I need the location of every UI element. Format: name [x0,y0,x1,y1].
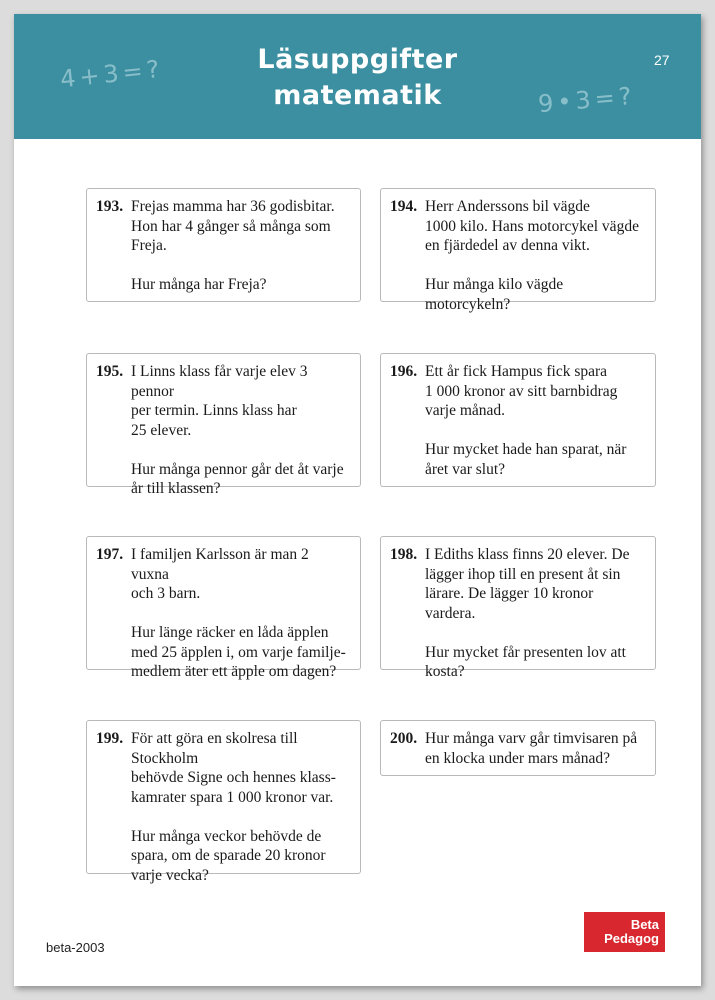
problem-number: 199. [96,730,124,747]
problem-text-line: en klocka under mars månad? [425,749,611,767]
problem-question-line: Hur många veckor behövde de [131,827,322,845]
problem-text-line: lägger ihop till en present åt sin [425,565,621,583]
problem-question-line: varje vecka? [131,866,209,884]
problem-body [131,362,350,499]
problem-card-197 [86,536,361,680]
page-title-line2: matematik [273,80,442,111]
problem-question-line: kosta? [425,663,465,680]
problem-question-line: Hur mycket hade han sparat, när [425,441,627,458]
problem-question-line: Hur länge räcker en låda äpplen [131,624,329,641]
problem-question-line: Hur många pennor går det åt varje [131,460,344,478]
problem-text-line: Herr Anderssons bil vägde [425,198,590,215]
problem-body [131,729,350,885]
problem-text-line: I Ediths klass finns 20 elever. De [425,546,630,563]
chalk-equation-right: 9•3=? [536,81,637,119]
problem-text-line: För att göra en skolresa till Stockholm [131,730,298,767]
problem-number: 195. [96,363,124,380]
logo-line2: Pedagog [604,931,659,946]
problem-question-line: Hur många har Freja? [131,276,267,293]
problem-number: 197. [96,546,124,563]
problem-body [425,197,645,314]
publisher-logo [584,912,665,952]
problem-text-line: Freja. [131,237,167,254]
problem-card-193 [86,188,361,302]
problem-number: 198. [390,546,418,563]
problem-text-line: I familjen Karlsson är man 2 vuxna [131,546,309,583]
problem-text-line: behövde Signe och hennes klass- [131,769,336,786]
logo-line1: Beta [630,917,659,932]
problem-text-line: Ett år fick Hampus fick spara [425,363,608,380]
header-banner [14,14,701,139]
problem-text-line: Frejas mamma har 36 godisbitar. [131,198,335,215]
problem-card-199 [86,720,361,884]
problem-text-line: kamrater spara 1 000 kronor var. [131,788,334,806]
problem-question-line: Hur många kilo vägde motorcykeln? [425,276,564,313]
problem-question-line: spara, om de sparade 20 kronor [131,847,326,864]
problem-question-line: år till klassen? [131,480,221,497]
problem-text-line: 25 elever. [131,421,192,439]
problem-text-line: lärare. De lägger 10 kronor vardera. [425,585,594,622]
problem-question-line: med 25 äpplen i, om varje familje- [131,643,346,661]
problem-text-line: varje månad. [425,402,506,419]
problem-question-line: medlem äter ett äpple om dagen? [131,663,337,680]
footer-code: beta-2003 [46,940,105,955]
problem-body [425,362,645,479]
problem-body [425,729,645,768]
problem-text-line: per termin. Linns klass har [131,402,297,419]
problem-text-line: Hur många varv går timvisaren på [425,730,638,747]
problem-body [425,545,645,682]
problem-card-195 [86,353,361,497]
problem-card-198 [380,536,656,680]
page-number: 27 [654,52,670,68]
problem-card-194 [380,188,656,313]
problem-number: 193. [96,198,124,215]
page-title-line1: Läsuppgifter [257,44,458,75]
problem-question-line: Hur mycket får presenten lov att [425,643,626,661]
problem-number: 196. [390,363,418,380]
problem-text-line: Hon har 4 gånger så många som [131,217,331,235]
chalk-equation-left: 4+3=? [58,54,165,94]
problem-card-200 [380,720,656,776]
problem-question-line: året var slut? [425,460,506,478]
problem-text-line: en fjärdedel av denna vikt. [425,237,590,254]
problem-card-196 [380,353,656,487]
problem-text-line: 1000 kilo. Hans motorcykel vägde [425,217,639,235]
problem-body [131,545,350,682]
problem-body [131,197,350,295]
problem-number: 194. [390,198,418,215]
worksheet-page [14,14,701,986]
problem-number: 200. [390,730,418,747]
problem-text-line: 1 000 kronor av sitt barnbidrag [425,382,618,400]
problem-text-line: och 3 barn. [131,585,201,602]
problem-text-line: I Linns klass får varje elev 3 pennor [131,363,308,400]
